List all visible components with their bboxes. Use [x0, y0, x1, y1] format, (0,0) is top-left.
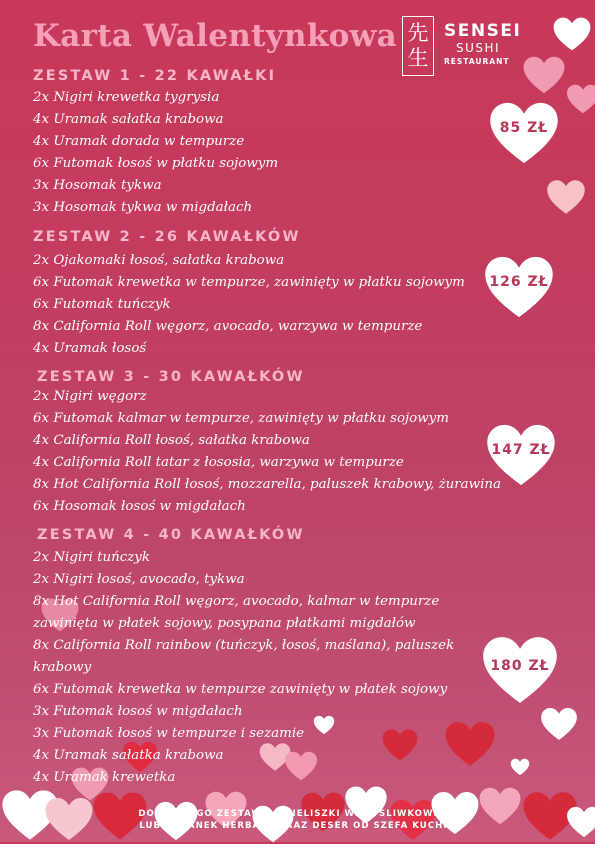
- price-label: 126 ZŁ: [489, 274, 549, 290]
- list-item: 8x Hot California Roll łosoś, mozzarella, paluszek krabowy, żurawina: [33, 477, 501, 492]
- heart-decoration: [540, 706, 578, 742]
- list-item: 4x Uramak łosoś: [33, 341, 147, 356]
- list-item: 3x Futomak łosoś w migdałach: [33, 704, 243, 719]
- list-item: 2x Ojakomaki łosoś, sałatka krabowa: [33, 253, 285, 268]
- list-item: 6x Futomak krewetka w tempurze zawinięty w płatek sojowy: [33, 682, 448, 697]
- list-item: 4x Uramak sałatka krabowa: [33, 748, 224, 763]
- sensei-sushi-logo: [402, 14, 527, 76]
- set-items: [33, 250, 468, 360]
- heart-decoration: [566, 82, 595, 116]
- logo-sub: SUSHI: [456, 41, 501, 55]
- list-item: 6x Futomak krewetka w tempurze, zawinięty w płatku sojowym: [33, 275, 465, 290]
- list-item: 4x Uramak dorada w tempurze: [33, 134, 245, 149]
- heart-decoration: [546, 178, 586, 216]
- list-item: 4x Uramak krewetka: [33, 770, 176, 785]
- set-items: [33, 386, 501, 518]
- price-heart: [486, 100, 562, 166]
- set-title: ZESTAW 3 - 30 KAWAŁKÓW: [37, 369, 305, 385]
- price-label: 147 ZŁ: [491, 442, 551, 458]
- list-item: 2x Nigiri łosoś, avocado, tykwa: [33, 572, 245, 587]
- set-title: ZESTAW 2 - 26 KAWAŁKÓW: [33, 229, 301, 245]
- list-item: 4x Uramak sałatka krabowa: [33, 112, 224, 127]
- price-heart: [483, 422, 559, 488]
- logo-name: SENSEI: [444, 21, 522, 41]
- footer-line-1: DO KAŻDEGO ZESTAWU 2 KIELISZKI WINA ŚLIWKOWEGO: [138, 809, 457, 819]
- list-item: 6x Futomak tuńczyk: [33, 297, 171, 312]
- set-title: ZESTAW 4 - 40 KAWAŁKÓW: [37, 527, 305, 543]
- list-item: 3x Hosomak tykwa w migdałach: [33, 200, 253, 215]
- list-item: 8x Hot California Roll węgorz, avocado, kalmar w tempurze zawinięta w płatek sojowy, posypana płatkami migdałów: [33, 594, 440, 631]
- heart-decoration: [521, 55, 567, 95]
- list-item: 2x Nigiri węgorz: [33, 389, 147, 404]
- list-item: 3x Futomak łosoś w tempurze i sezamie: [33, 726, 305, 741]
- heart-decoration: [552, 16, 592, 52]
- set-items: [33, 87, 468, 219]
- list-item: 8x California Roll węgorz, avocado, warzywa w tempurze: [33, 319, 423, 334]
- set-title: ZESTAW 1 - 22 KAWAŁKI: [33, 68, 277, 84]
- logo-kanji-top: 先: [407, 21, 429, 45]
- price-label: 180 ZŁ: [490, 658, 550, 674]
- set-items: [33, 547, 468, 789]
- list-item: 4x California Roll łosoś, sałatka krabowa: [33, 433, 310, 448]
- list-item: 6x Futomak kalmar w tempurze, zawinięty w płatku sojowym: [33, 411, 449, 426]
- price-heart: [481, 254, 557, 320]
- footer-line-2: LUB DZBANEK HERBATY ORAZ DESER OD SZEFA KUCHNI: [139, 821, 456, 831]
- list-item: 6x Futomak łosoś w płatku sojowym: [33, 156, 279, 171]
- footer-note: [0, 808, 595, 832]
- list-item: 2x Nigiri krewetka tygrysia: [33, 90, 220, 105]
- list-item: 6x Hosomak łosoś w migdałach: [33, 499, 246, 514]
- logo-restaurant: RESTAURANT: [444, 57, 510, 66]
- logo-kanji-bottom: 生: [407, 46, 429, 70]
- list-item: 4x California Roll tatar z łososia, warzywa w tempurze: [33, 455, 404, 470]
- list-item: 2x Nigiri tuńczyk: [33, 550, 150, 565]
- page-title: Karta Walentynkowa: [33, 18, 398, 54]
- logo-kanji-mark: [402, 16, 434, 76]
- list-item: 3x Hosomak tykwa: [33, 178, 162, 193]
- price-heart: [478, 634, 554, 700]
- list-item: 8x California Roll rainbow (tuńczyk, łosoś, maślana), paluszek krabowy: [33, 638, 455, 675]
- heart-decoration: [510, 758, 530, 776]
- price-label: 85 ZŁ: [499, 120, 549, 136]
